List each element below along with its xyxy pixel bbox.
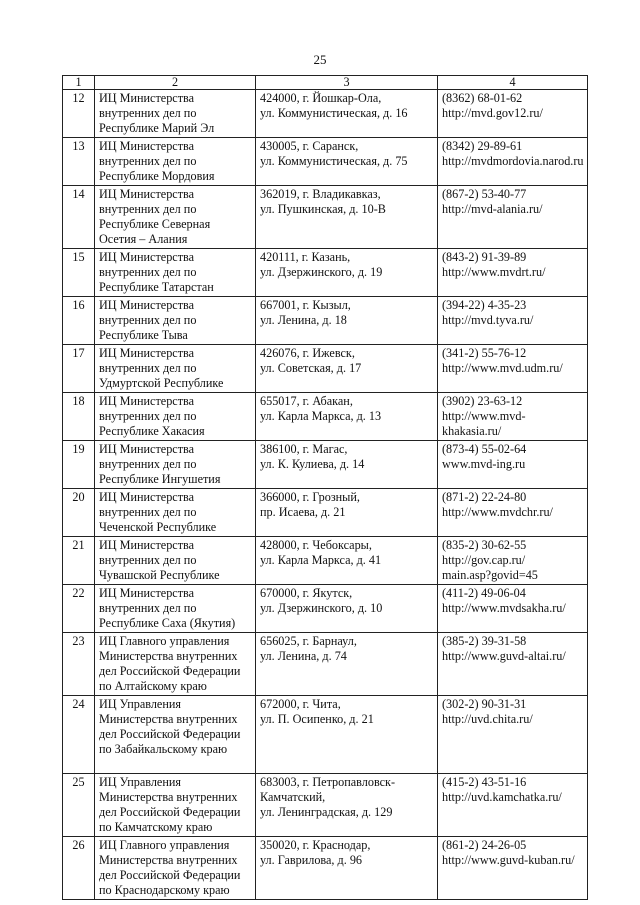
header-col-3: 3 xyxy=(256,76,438,90)
contact-cell-line: http://www.mvdsakha.ru/ xyxy=(442,601,566,615)
address-cell-line: ул. Дзержинского, д. 19 xyxy=(260,265,383,279)
table-row xyxy=(63,489,588,537)
organization-cell-line: Республике Татарстан xyxy=(99,280,214,294)
contact-cell-line: (873-4) 55-02-64 xyxy=(442,442,527,456)
contact-cell-line: (835-2) 30-62-55 xyxy=(442,538,527,552)
row-number: 12 xyxy=(63,90,95,138)
organization-cell-line: дел Российской Федерации xyxy=(99,664,241,678)
organization-cell xyxy=(95,441,256,489)
organization-cell-line: Республике Хакасия xyxy=(99,424,205,438)
address-cell xyxy=(256,393,438,441)
contact-cell-line: http://mvd.tyva.ru/ xyxy=(442,313,534,327)
address-cell-line: 428000, г. Чебоксары, xyxy=(260,538,372,552)
address-cell-line: ул. Пушкинская, д. 10-В xyxy=(260,202,386,216)
address-cell-line: 670000, г. Якутск, xyxy=(260,586,353,600)
row-number: 20 xyxy=(63,489,95,537)
address-cell-line: 667001, г. Кызыл, xyxy=(260,298,351,312)
address-cell xyxy=(256,297,438,345)
contact-cell xyxy=(438,393,588,441)
contact-cell-line: (394-22) 4-35-23 xyxy=(442,298,527,312)
organization-cell-line: ИЦ Министерства xyxy=(99,538,195,552)
organization-cell-line: Республике Марий Эл xyxy=(99,121,215,135)
address-cell-line: 656025, г. Барнаул, xyxy=(260,634,357,648)
contact-cell xyxy=(438,774,588,837)
header-row xyxy=(63,76,588,90)
organization-cell xyxy=(95,393,256,441)
address-cell-line: ул. Коммунистическая, д. 75 xyxy=(260,154,408,168)
organization-cell-line: по Краснодарскому краю xyxy=(99,883,230,897)
organization-cell xyxy=(95,186,256,249)
address-cell-line: ул. Ленина, д. 18 xyxy=(260,313,347,327)
organization-cell xyxy=(95,138,256,186)
organization-cell-line: Министерства внутренних xyxy=(99,790,238,804)
contact-cell-line: http://mvd-alania.ru/ xyxy=(442,202,543,216)
address-cell xyxy=(256,837,438,900)
row-number: 15 xyxy=(63,249,95,297)
address-cell-line: ул. Коммунистическая, д. 16 xyxy=(260,106,408,120)
address-cell-line: 350020, г. Краснодар, xyxy=(260,838,371,852)
contact-cell-line: http://www.mvdchr.ru/ xyxy=(442,505,553,519)
organization-cell xyxy=(95,585,256,633)
address-cell-line: ул. Карла Маркса, д. 41 xyxy=(260,553,382,567)
contact-cell-line: http://mvdmordovia.narod.ru xyxy=(442,154,584,168)
contact-cell-line: www.mvd-ing.ru xyxy=(442,457,526,471)
contact-cell-line: (385-2) 39-31-58 xyxy=(442,634,527,648)
organization-cell-line: Министерства внутренних xyxy=(99,649,238,663)
row-number: 21 xyxy=(63,537,95,585)
row-number: 16 xyxy=(63,297,95,345)
page-number: 25 xyxy=(313,52,327,67)
address-cell xyxy=(256,633,438,696)
row-number: 23 xyxy=(63,633,95,696)
table-row xyxy=(63,774,588,837)
organization-cell-line: дел Российской Федерации xyxy=(99,727,241,741)
table-body xyxy=(63,90,588,900)
row-number: 19 xyxy=(63,441,95,489)
header-col-1: 1 xyxy=(63,76,95,90)
contact-cell-line: (411-2) 49-06-04 xyxy=(442,586,526,600)
table-row xyxy=(63,837,588,900)
contact-cell xyxy=(438,90,588,138)
contact-cell xyxy=(438,837,588,900)
table-row xyxy=(63,537,588,585)
contact-cell-line: (8362) 68-01-62 xyxy=(442,91,523,105)
row-number: 17 xyxy=(63,345,95,393)
row-number: 26 xyxy=(63,837,95,900)
address-cell xyxy=(256,585,438,633)
organization-cell-line: внутренних дел по xyxy=(99,601,197,615)
directory-table xyxy=(62,75,588,900)
organization-cell-line: ИЦ Министерства xyxy=(99,91,195,105)
organization-cell-line: Чувашской Республике xyxy=(99,568,220,582)
organization-cell-line: Республике Северная xyxy=(99,217,211,231)
row-number: 22 xyxy=(63,585,95,633)
organization-cell-line: дел Российской Федерации xyxy=(99,805,241,819)
contact-cell xyxy=(438,537,588,585)
organization-cell-line: ИЦ Главного управления xyxy=(99,838,230,852)
organization-cell-line: по Алтайскому краю xyxy=(99,679,207,693)
organization-cell xyxy=(95,774,256,837)
table-row xyxy=(63,138,588,186)
header-col-4: 4 xyxy=(438,76,588,90)
contact-cell xyxy=(438,345,588,393)
organization-cell-line: ИЦ Управления xyxy=(99,697,181,711)
organization-cell-line: внутренних дел по xyxy=(99,505,197,519)
contact-cell-line: khakasia.ru/ xyxy=(442,424,502,438)
contact-cell-line: (867-2) 53-40-77 xyxy=(442,187,527,201)
contact-cell-line: (302-2) 90-31-31 xyxy=(442,697,527,711)
address-cell-line: 683003, г. Петропавловск- xyxy=(260,775,396,789)
header-col-2: 2 xyxy=(95,76,256,90)
organization-cell-line: дел Российской Федерации xyxy=(99,868,241,882)
organization-cell-line: ИЦ Министерства xyxy=(99,394,195,408)
organization-cell xyxy=(95,489,256,537)
contact-cell-line: http://uvd.kamchatka.ru/ xyxy=(442,790,562,804)
organization-cell-line: внутренних дел по xyxy=(99,553,197,567)
organization-cell-line: внутренних дел по xyxy=(99,202,197,216)
organization-cell xyxy=(95,297,256,345)
organization-cell-line: внутренних дел по xyxy=(99,265,197,279)
contact-cell-line: (415-2) 43-51-16 xyxy=(442,775,527,789)
address-cell-line: 362019, г. Владикавказ, xyxy=(260,187,381,201)
address-cell-line: 655017, г. Абакан, xyxy=(260,394,353,408)
address-cell-line: ул. Советская, д. 17 xyxy=(260,361,362,375)
table-row xyxy=(63,90,588,138)
address-cell-line: ул. П. Осипенко, д. 21 xyxy=(260,712,374,726)
contact-cell-line: http://gov.cap.ru/ xyxy=(442,553,526,567)
contact-cell-line: (843-2) 91-39-89 xyxy=(442,250,527,264)
organization-cell-line: ИЦ Министерства xyxy=(99,442,195,456)
contact-cell xyxy=(438,186,588,249)
address-cell xyxy=(256,90,438,138)
contact-cell-line: main.asp?govid=45 xyxy=(442,568,538,582)
contact-cell-line: http://www.mvd.udm.ru/ xyxy=(442,361,563,375)
table-row xyxy=(63,297,588,345)
contact-cell-line: (871-2) 22-24-80 xyxy=(442,490,527,504)
address-cell xyxy=(256,249,438,297)
organization-cell xyxy=(95,345,256,393)
organization-cell-line: внутренних дел по xyxy=(99,106,197,120)
organization-cell-line: Республике Саха (Якутия) xyxy=(99,616,236,630)
address-cell-line: ул. Гаврилова, д. 96 xyxy=(260,853,363,867)
organization-cell-line: Удмуртской Республике xyxy=(99,376,224,390)
address-cell-line: Камчатский, xyxy=(260,790,326,804)
contact-cell-line: http://www.guvd-kuban.ru/ xyxy=(442,853,575,867)
address-cell-line: ул. Дзержинского, д. 10 xyxy=(260,601,383,615)
table-row xyxy=(63,585,588,633)
row-number: 24 xyxy=(63,696,95,774)
address-cell-line: ул. Карла Маркса, д. 13 xyxy=(260,409,382,423)
address-cell xyxy=(256,537,438,585)
contact-cell xyxy=(438,489,588,537)
contact-cell-line: http://www.mvd- xyxy=(442,409,526,423)
address-cell-line: 672000, г. Чита, xyxy=(260,697,341,711)
organization-cell-line: внутренних дел по xyxy=(99,313,197,327)
organization-cell-line: Осетия – Алания xyxy=(99,232,188,246)
contact-cell xyxy=(438,249,588,297)
table-row xyxy=(63,345,588,393)
address-cell-line: ул. Ленина, д. 74 xyxy=(260,649,347,663)
organization-cell-line: ИЦ Министерства xyxy=(99,586,195,600)
table-row xyxy=(63,633,588,696)
contact-cell xyxy=(438,633,588,696)
organization-cell-line: внутренних дел по xyxy=(99,154,197,168)
address-cell-line: ул. К. Кулиева, д. 14 xyxy=(260,457,365,471)
contact-cell xyxy=(438,696,588,774)
organization-cell-line: Министерства внутренних xyxy=(99,853,238,867)
organization-cell-line: внутренних дел по xyxy=(99,409,197,423)
organization-cell-line: ИЦ Министерства xyxy=(99,298,195,312)
contact-cell xyxy=(438,138,588,186)
organization-cell xyxy=(95,633,256,696)
organization-cell-line: внутренних дел по xyxy=(99,457,197,471)
row-number: 18 xyxy=(63,393,95,441)
table-row xyxy=(63,249,588,297)
organization-cell xyxy=(95,537,256,585)
contact-cell-line: http://www.mvdrt.ru/ xyxy=(442,265,546,279)
organization-cell-line: Министерства внутренних xyxy=(99,712,238,726)
row-number: 14 xyxy=(63,186,95,249)
address-cell xyxy=(256,774,438,837)
organization-cell-line: ИЦ Министерства xyxy=(99,187,195,201)
address-cell-line: 430005, г. Саранск, xyxy=(260,139,359,153)
organization-cell xyxy=(95,249,256,297)
contact-cell xyxy=(438,297,588,345)
organization-cell-line: по Забайкальскому краю xyxy=(99,742,228,756)
address-cell xyxy=(256,441,438,489)
address-cell xyxy=(256,186,438,249)
table-row xyxy=(63,393,588,441)
organization-cell-line: ИЦ Управления xyxy=(99,775,181,789)
contact-cell-line: (861-2) 24-26-05 xyxy=(442,838,527,852)
organization-cell xyxy=(95,837,256,900)
table-row xyxy=(63,186,588,249)
contact-cell-line: http://uvd.chita.ru/ xyxy=(442,712,533,726)
contact-cell-line: (341-2) 55-76-12 xyxy=(442,346,527,360)
row-number: 13 xyxy=(63,138,95,186)
address-cell-line: 366000, г. Грозный, xyxy=(260,490,360,504)
organization-cell xyxy=(95,696,256,774)
contact-cell-line: http://www.guvd-altai.ru/ xyxy=(442,649,566,663)
organization-cell-line: Чеченской Республике xyxy=(99,520,217,534)
address-cell-line: 426076, г. Ижевск, xyxy=(260,346,355,360)
organization-cell-line: Республике Тыва xyxy=(99,328,188,342)
address-cell xyxy=(256,696,438,774)
address-cell-line: пр. Исаева, д. 21 xyxy=(260,505,346,519)
address-cell-line: 420111, г. Казань, xyxy=(260,250,351,264)
organization-cell-line: Республике Ингушетия xyxy=(99,472,221,486)
organization-cell-line: ИЦ Министерства xyxy=(99,346,195,360)
organization-cell-line: внутренних дел по xyxy=(99,361,197,375)
address-cell xyxy=(256,138,438,186)
address-cell-line: ул. Ленинградская, д. 129 xyxy=(260,805,393,819)
address-cell xyxy=(256,489,438,537)
address-cell-line: 424000, г. Йошкар-Ола, xyxy=(260,91,382,105)
contact-cell xyxy=(438,441,588,489)
organization-cell-line: ИЦ Министерства xyxy=(99,139,195,153)
contact-cell-line: (3902) 23-63-12 xyxy=(442,394,523,408)
address-cell-line: 386100, г. Магас, xyxy=(260,442,348,456)
contact-cell-line: http://mvd.gov12.ru/ xyxy=(442,106,543,120)
table-row xyxy=(63,696,588,774)
organization-cell-line: ИЦ Министерства xyxy=(99,490,195,504)
contact-cell-line: (8342) 29-89-61 xyxy=(442,139,523,153)
organization-cell-line: ИЦ Министерства xyxy=(99,250,195,264)
organization-cell xyxy=(95,90,256,138)
contact-cell xyxy=(438,585,588,633)
address-cell xyxy=(256,345,438,393)
organization-cell-line: по Камчатскому краю xyxy=(99,820,213,834)
organization-cell-line: ИЦ Главного управления xyxy=(99,634,230,648)
organization-cell-line: Республике Мордовия xyxy=(99,169,215,183)
row-number: 25 xyxy=(63,774,95,837)
table-row xyxy=(63,441,588,489)
